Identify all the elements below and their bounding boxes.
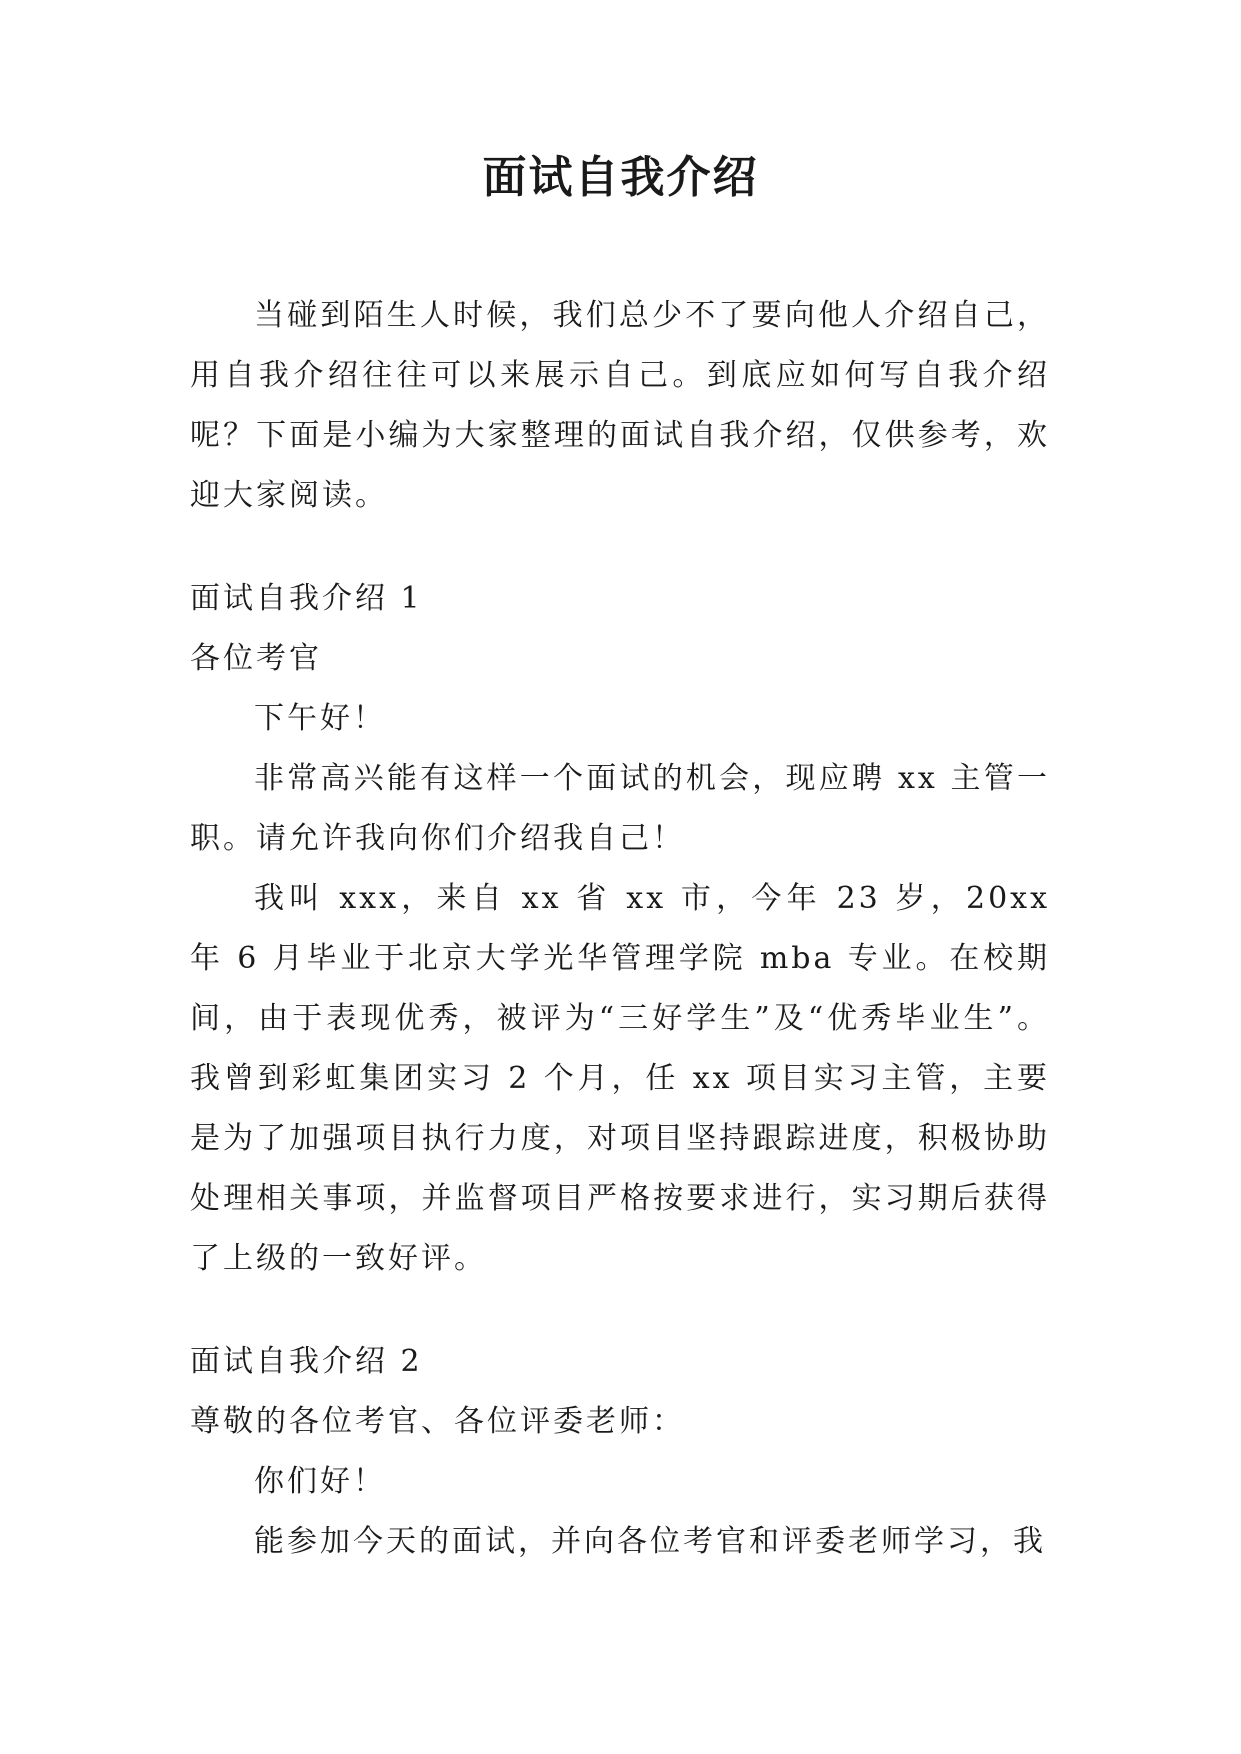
section-1-paragraph-1: 非常高兴能有这样一个面试的机会，现应聘 xx 主管一职。请允许我向你们介绍我自己！	[190, 761, 1050, 856]
document-title: 面试自我介绍	[482, 152, 759, 203]
intro-paragraph: 当碰到陌生人时候，我们总少不了要向他人介绍自己，用自我介绍往往可以来展示自己。到底应如何写自我介绍呢？下面是小编为大家整理的面试自我介绍，仅供参考，欢迎大家阅读。	[190, 298, 1050, 513]
section-1-paragraph-2: 我叫 xxx，来自 xx 省 xx 市，今年 23 岁，20xx 年 6 月毕业于北京大学光华管理学院 mba 专业。在校期间，由于表现优秀，被评为“三好学生”及“优秀毕业生”。我曾到彩虹集团实习 2 个月，任 xx 项目实习主管，主要是为了加强项目执行力度，对项目坚持跟踪进度，积极协助处理相关事项，并监督项目严格按要求进行，实习期后获得了上级的一致好评。	[190, 881, 1050, 1276]
section-1-heading: 面试自我介绍 1	[190, 581, 423, 616]
document-body	[190, 286, 1050, 1572]
section-1-salutation: 各位考官	[190, 641, 322, 676]
section-2-paragraph-1: 能参加今天的面试，并向各位考官和评委老师学习，我	[254, 1524, 1046, 1559]
section-spacer	[190, 526, 1050, 569]
section-2-greeting: 你们好！	[254, 1464, 386, 1499]
section-spacer	[190, 1289, 1050, 1332]
section-2-salutation: 尊敬的各位考官、各位评委老师：	[190, 1404, 685, 1439]
section-1-greeting: 下午好！	[254, 701, 386, 736]
section-2-heading: 面试自我介绍 2	[190, 1344, 423, 1379]
